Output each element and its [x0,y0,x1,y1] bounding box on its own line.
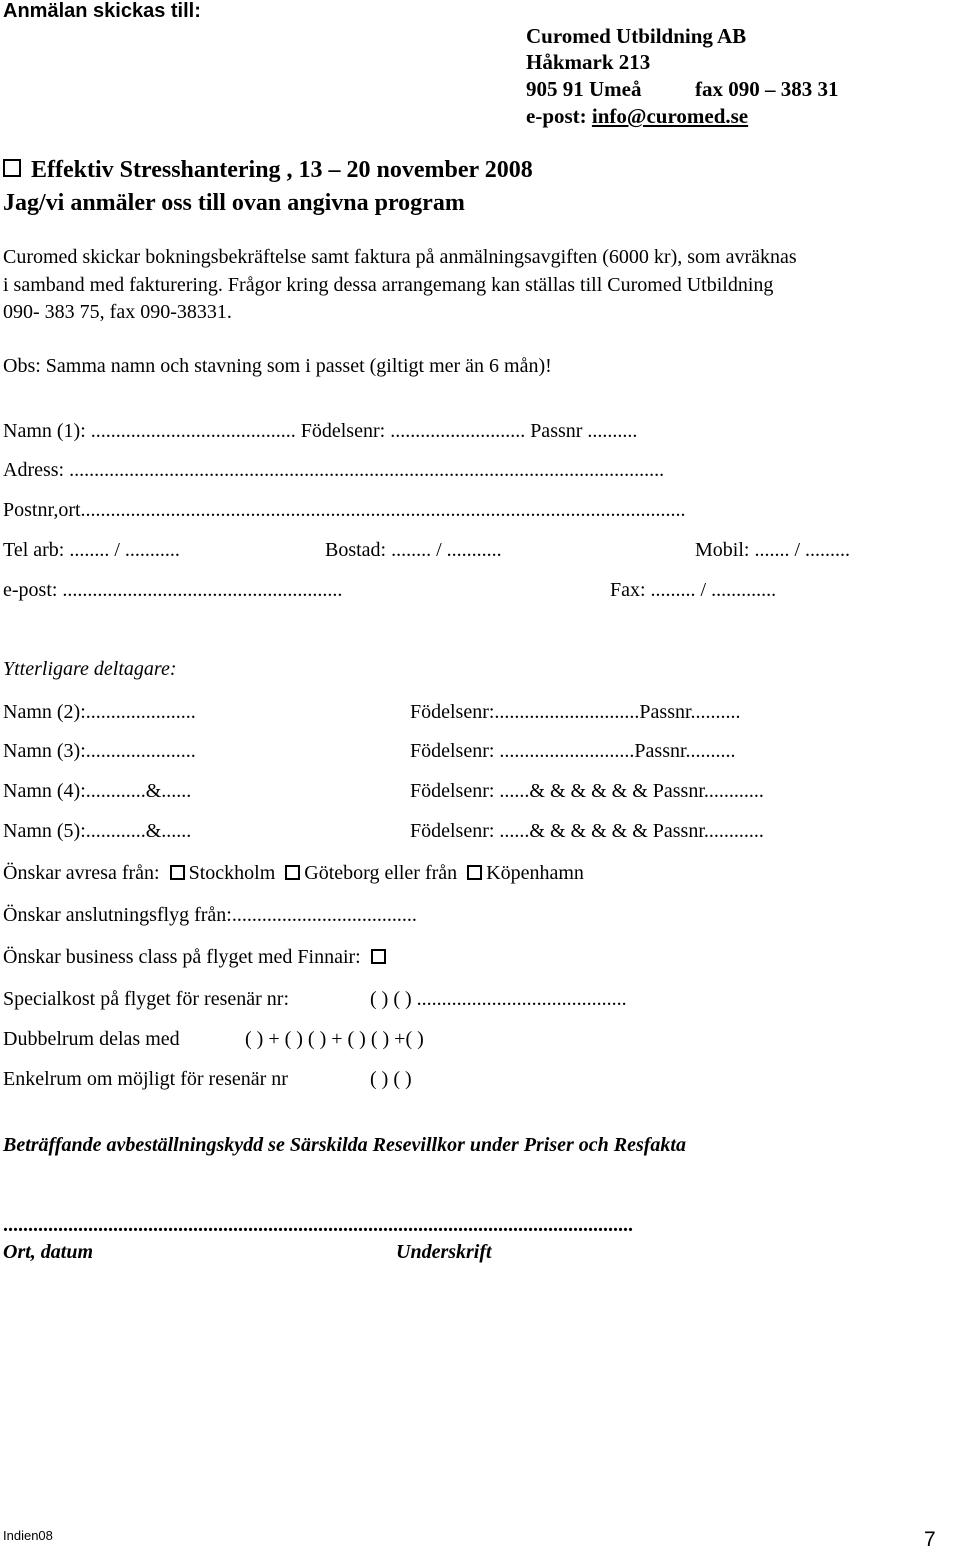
info-line-1: Curomed skickar bokningsbekräftelse samt faktura på anmälningsavgiften (6000 kr), som avräknas [3,246,797,268]
email-link[interactable]: info@curomed.se [591,104,749,128]
street-address: Håkmark 213 [526,50,651,74]
page-number: 7 [924,1528,936,1551]
participant-email-field[interactable]: e-post: ........................................................ [3,579,343,601]
postal-field[interactable]: Postnr,ort......................................................................................................................... [3,499,686,521]
name5-field[interactable]: Namn (5):............&...... [3,820,192,842]
birth5-field[interactable]: Födelsenr: ......& & & & & & Passnr............ [410,820,764,842]
passport-note: Obs: Samma namn och stavning som i passet (giltigt mer än 6 mån)! [3,355,552,377]
company-name: Curomed Utbildning AB [526,24,747,48]
cancellation-note: Beträffande avbeställningskydd se Särskilda Resevillkor under Priser och Resfakta [3,1134,686,1156]
double-room-slots[interactable]: ( ) + ( ) ( ) + ( ) ( ) +( ) [245,1028,424,1050]
stockholm-checkbox[interactable] [170,865,185,880]
signature-label: Underskrift [396,1241,492,1263]
business-class-label: Önskar business class på flyget med Finnair: [3,946,361,968]
mobile-field[interactable]: Mobil: ....... / ......... [695,539,851,561]
additional-participants-heading: Ytterligare deltagare: [3,658,177,680]
email-line [526,104,748,129]
special-diet-slots[interactable]: ( ) ( ) .......................................... [370,988,627,1010]
email-label: e-post: [526,104,587,128]
document-code: Indien08 [3,1528,53,1543]
birth4-field[interactable]: Födelsenr: ......& & & & & & Passnr............ [410,780,764,802]
place-date-label: Ort, datum [3,1241,94,1263]
info-line-3: 090- 383 75, fax 090-38331. [3,301,232,323]
name1-field[interactable]: Namn (1): ......................................... Födelsenr: ........................... Passnr .......... [3,420,638,442]
goteborg-checkbox[interactable] [285,865,300,880]
single-room-label: Enkelrum om möjligt för resenär nr [3,1068,288,1090]
kopenhamn-checkbox[interactable] [467,865,482,880]
course-option[interactable] [3,157,533,184]
name3-field[interactable]: Namn (3):...................... [3,740,196,762]
business-class-checkbox[interactable] [371,949,386,964]
business-class-row [3,946,390,969]
kopenhamn-label: Köpenhamn [486,862,584,884]
info-line-2: i samband med fakturering. Frågor kring dessa arrangemang kan ställas till Curomed Utbildning [3,274,774,296]
participant-fax-field[interactable]: Fax: ......... / ............. [610,579,777,601]
birth2-field[interactable]: Födelsenr:.............................Passnr.......... [410,701,741,723]
course-title: Effektiv Stresshantering , 13 – 20 november 2008 [31,157,533,183]
single-room-slots[interactable]: ( ) ( ) [370,1068,412,1090]
send-to-label: Anmälan skickas till: [3,0,201,22]
city-line: 905 91 Umeå [526,77,642,101]
goteborg-label: Göteborg eller från [304,862,458,884]
work-phone-field[interactable]: Tel arb: ........ / ........... [3,539,180,561]
birth3-field[interactable]: Födelsenr: ...........................Passnr.......... [410,740,736,762]
fax-number: fax 090 – 383 31 [695,77,839,101]
home-phone-field[interactable]: Bostad: ........ / ........... [325,539,502,561]
course-checkbox[interactable] [3,159,21,177]
address-field[interactable]: Adress: ....................................................................................................................... [3,459,665,481]
double-room-label: Dubbelrum delas med [3,1028,180,1050]
name2-field[interactable]: Namn (2):...................... [3,701,196,723]
stockholm-label: Stockholm [188,862,276,884]
departure-row [3,862,584,885]
name4-field[interactable]: Namn (4):............&...... [3,780,192,802]
departure-label: Önskar avresa från: [3,862,160,884]
connecting-flight-field[interactable]: Önskar anslutningsflyg från:..................................... [3,904,417,926]
signature-line[interactable]: .............................................................................................................................. [3,1214,633,1236]
special-diet-label: Specialkost på flyget för resenär nr: [3,988,290,1010]
signup-statement: Jag/vi anmäler oss till ovan angivna program [3,190,465,216]
